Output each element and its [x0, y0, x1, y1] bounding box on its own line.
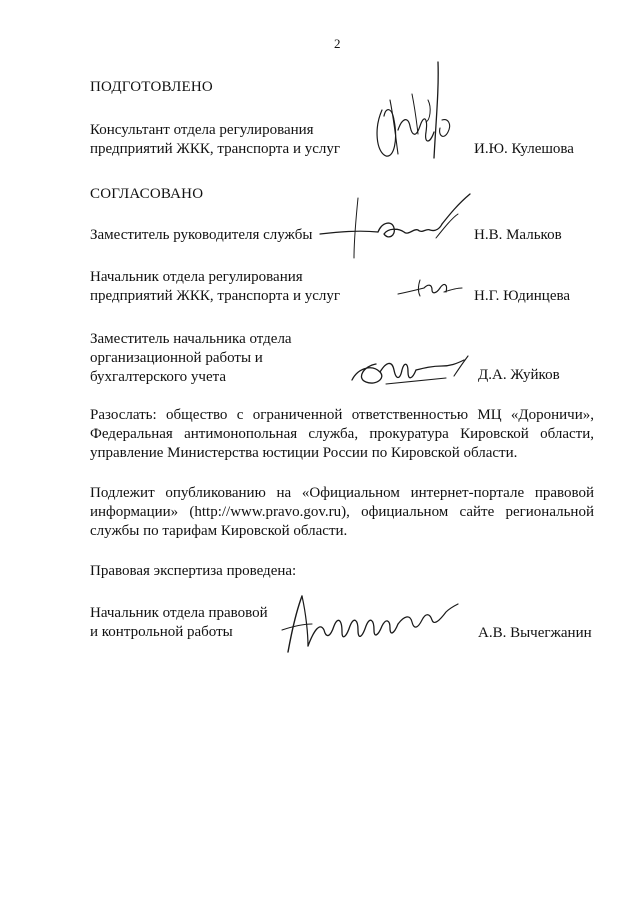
publication-note: Подлежит опубликованию на «Официальном интернет-портале правовой информации» (http://www.pravo.gov.ru), официальном сайте региональной службы по тарифам Кировской области.: [90, 485, 594, 539]
position-line: организационной работы и: [90, 350, 263, 366]
legal-review-position: [90, 604, 268, 642]
signature-zhuykov: [346, 350, 476, 394]
agreed-name-1: Н.В. Мальков: [474, 227, 562, 243]
agreed-name-3: Д.А. Жуйков: [478, 367, 560, 383]
signature-yudintseva: [396, 274, 466, 304]
agreed-position-2: [90, 268, 340, 306]
signature-vychegzhanin: [280, 590, 460, 660]
legal-review-statement: Правовая экспертиза проведена:: [90, 563, 297, 579]
position-line: Заместитель руководителя службы: [90, 227, 313, 243]
prepared-name: И.Ю. Кулешова: [474, 141, 574, 157]
position-line: предприятий ЖКК, транспорта и услуг: [90, 141, 341, 157]
position-line: Консультант отдела регулирования: [90, 122, 314, 138]
prepared-heading: ПОДГОТОВЛЕНО: [90, 79, 213, 95]
signature-kuleshova: [368, 60, 458, 170]
legal-review-name: А.В. Вычегжанин: [478, 625, 592, 641]
prepared-position: [90, 121, 340, 159]
agreed-position-3: [90, 330, 292, 387]
agreed-name-2: Н.Г. Юдинцева: [474, 288, 571, 304]
position-line: Начальник отдела регулирования: [90, 269, 303, 285]
signature-malkov: [318, 188, 478, 268]
agreed-heading: СОГЛАСОВАНО: [90, 186, 204, 202]
distribution-list: Разослать: общество с ограниченной ответственностью МЦ «Дороничи», Федеральная антимонопольная служба, прокуратура Кировской области, управление Министерства юстиции России по Кировской области.: [90, 407, 594, 461]
position-line: бухгалтерского учета: [90, 369, 227, 385]
position-line: Начальник отдела правовой: [90, 605, 268, 621]
position-line: предприятий ЖКК, транспорта и услуг: [90, 288, 341, 304]
page-number: 2: [334, 36, 341, 51]
position-line: Заместитель начальника отдела: [90, 331, 292, 347]
position-line: и контрольной работы: [90, 624, 233, 640]
agreed-position-1: [90, 226, 312, 245]
